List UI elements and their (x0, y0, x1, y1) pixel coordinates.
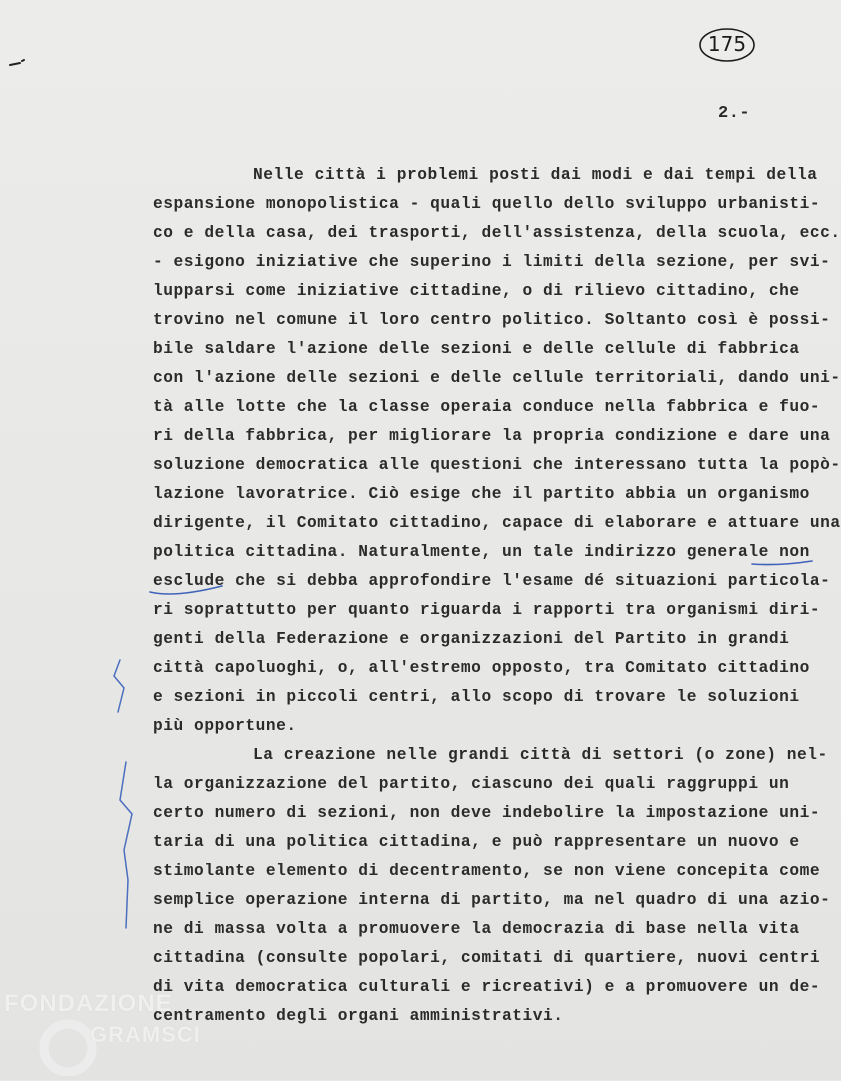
pen-underline-esclude (150, 586, 222, 594)
text-line: politica cittadina. Naturalmente, un tale indirizzo generale non (153, 543, 810, 561)
text-line: di vita democratica culturali e ricreativi) e a promuovere un de- (153, 978, 821, 996)
text-line: Nelle città i problemi posti dai modi e dai tempi della (253, 166, 818, 184)
text-line: soluzione democratica alle questioni che interessano tutta la popò- (153, 456, 841, 474)
text-line: la organizzazione del partito, ciascuno dei quali raggruppi un (153, 775, 790, 793)
pen-margin-squiggle-2 (120, 762, 132, 928)
text-line: tà alle lotte che la classe operaia conduce nella fabbrica e fuo- (153, 398, 821, 416)
text-line: co e della casa, dei trasporti, dell'assistenza, della scuola, ecc. (153, 224, 841, 242)
text-line: stimolante elemento di decentramento, se non viene concepita come (153, 862, 821, 880)
pen-underline-non (752, 561, 812, 565)
text-line: ri della fabbrica, per migliorare la propria condizione e dare una (153, 427, 831, 445)
text-line: più opportune. (153, 717, 297, 735)
page-number: 2.- (718, 104, 751, 123)
text-line: semplice operazione interna di partito, ma nel quadro di una azio- (153, 891, 831, 909)
text-line: esclude che si debba approfondire l'esame dé situazioni particola- (153, 572, 831, 590)
watermark-line-2: GRAMSCI (90, 1022, 201, 1047)
text-line: bile saldare l'azione delle sezioni e delle cellule di fabbrica (153, 340, 800, 358)
text-line: espansione monopolistica - quali quello dello sviluppo urbanisti- (153, 195, 821, 213)
text-line: dirigente, il Comitato cittadino, capace di elaborare e attuare una (153, 514, 841, 532)
text-line: centramento degli organi amministrativi. (153, 1007, 564, 1025)
text-line: ne di massa volta a promuovere la democrazia di base nella vita (153, 920, 800, 938)
text-line: taria di una politica cittadina, e può rappresentare un nuovo e (153, 833, 800, 851)
archive-number: 175 (707, 32, 747, 56)
text-line: lupparsi come iniziative cittadine, o di rilievo cittadino, che (153, 282, 800, 300)
text-line: trovino nel comune il loro centro politico. Soltanto così è possi- (153, 311, 831, 329)
text-line: genti della Federazione e organizzazioni del Partito in grandi (153, 630, 790, 648)
text-line: - esigono iniziative che superino i limiti della sezione, per svi- (153, 253, 831, 271)
pen-margin-squiggle-1 (114, 660, 124, 712)
fondazione-gramsci-watermark (4, 988, 204, 1076)
text-line: con l'azione delle sezioni e delle cellule territoriali, dando uni- (153, 369, 841, 387)
text-line: cittadina (consulte popolari, comitati di quartiere, nuovi centri (153, 949, 821, 967)
text-line: La creazione nelle grandi città di settori (o zone) nel- (253, 746, 828, 764)
text-line: certo numero di sezioni, non deve indebolire la impostazione uni- (153, 804, 821, 822)
watermark-line-1: FONDAZIONE (4, 990, 173, 1017)
text-line: e sezioni in piccoli centri, allo scopo di trovare le soluzioni (153, 688, 800, 706)
text-line: lazione lavoratrice. Ciò esige che il partito abbia un organismo (153, 485, 810, 503)
text-line: città capoluoghi, o, all'estremo opposto, tra Comitato cittadino (153, 659, 810, 677)
text-line: ri soprattutto per quanto riguarda i rapporti tra organismi diri- (153, 601, 821, 619)
